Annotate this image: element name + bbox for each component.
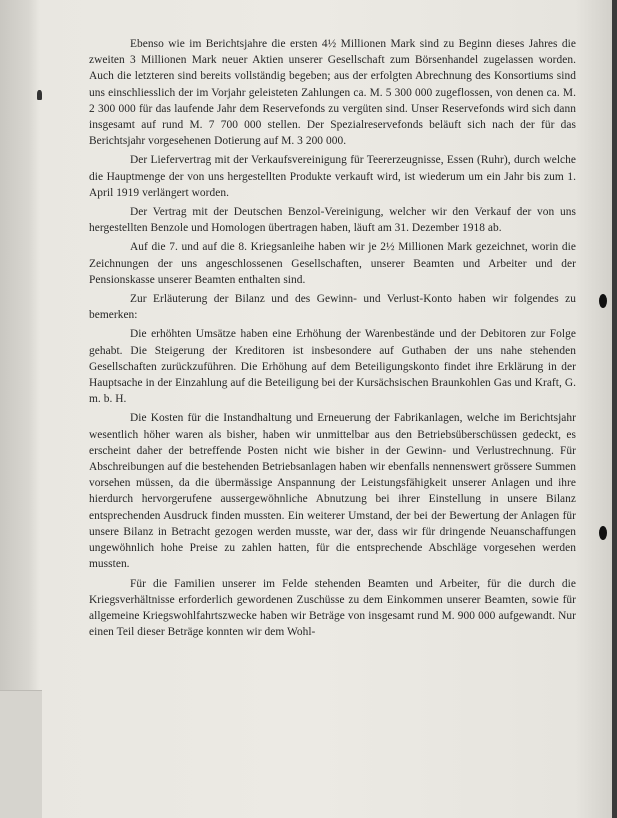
punch-hole-bottom [599,526,607,540]
paragraph-maintenance: Die Kosten für die Instandhaltung und Erneuerung der Fabrikanlagen, welche im Berichtsjahr wesentlich höher waren als bisher, haben wir unmittelbar aus den Betriebsüberschüssen gedeckt, es erscheint daher der betreffende Posten nicht wie bisher in der Gewinn- und Verlustrechnung. Für Abschreibungen auf die bestehenden Betriebsanlagen haben wir ebenfalls nennenswert grössere Summen vorsehen müssen, da die übermässige Anspannung der Leistungsfähigkeit unserer Anlagen und ihre hierdurch hervorgerufene aussergewöhnliche Abnutzung bei ihrer Einstellung in unsere Bilanz entsprechenden Ausdruck finden mussten. Ein weiterer Umstand, der bei der Bewertung der Anlagen für unsere Bilanz in Betracht gezogen werden musste, war der, dass wir für dringende Neuanschaffungen ungewöhnlich hohe Preise zu zahlen hatten, für die entsprechende Abschläge vorgesehen werden mussten. [89,412,576,571]
paragraph-shares: Ebenso wie im Berichtsjahre die ersten 4½ Millionen Mark sind zu Beginn dieses Jahres die zweiten 3 Millionen Mark neuer Aktien unserer Gesellschaft zum Börsenhandel zugelassen worden. Auch die letzteren sind bereits vollständig begeben; aus der erfolgten Abrechnung des Konsortiums sind uns einschliesslich der im Vorjahr geleisteten Zahlungen ca. M. 5 300 000 zugeflossen, von denen ca. M. 2 300 000 für das laufende Jahr dem Reservefonds zu vergüten sind. Unser Reservefonds wird sich dann insgesamt auf rund M. 7 700 000 stellen. Der Spezialreservefonds beläuft sich nach der für das Berichtsjahr vorgesehenen Dotierung auf M. 3 200 000. [89,38,576,148]
page-shadow [0,0,40,690]
scan-border [612,0,617,818]
margin-mark [37,90,42,100]
paragraph-welfare: Für die Familien unserer im Felde stehenden Beamten und Arbeiter, für die durch die Kriegsverhältnisse erforderlich gewordenen Zuschüsse zu dem Einkommen unserer Beamten, sowie für allgemeine Kriegswohlfahrtszwecke haben wir Beträge von insgesamt rund M. 900 000 aufgewandt. Nur einen Teil dieser Beträge konnten wir dem Wohl- [89,577,576,639]
paragraph-supply-contract: Der Liefervertrag mit der Verkaufsvereinigung für Teererzeugnisse, Essen (Ruhr), durch welche die Hauptmenge der von uns hergestellten Produkte verkauft wird, ist wiederum um ein Jahr bis zum 1. April 1919 verlängert worden. [89,154,576,199]
paragraph-balance-intro: Zur Erläuterung der Bilanz und des Gewinn- und Verlust-Konto haben wir folgendes zu bemerken: [89,293,576,322]
binding-edge [0,690,42,818]
paragraph-turnover: Die erhöhten Umsätze haben eine Erhöhung der Warenbestände und der Debitoren zur Folge gehabt. Die Steigerung der Kreditoren ist insbesondere auf Guthaben der uns nahe stehenden Gesellschaften zurückzuführen. Die Erhöhung auf dem Beteiligungskonto findet ihre Erklärung in der Hauptsache in der Einzahlung auf die Beteiligung bei der Kursächsischen Braunkohlen Gas und Kraft, G. m. b. H. [89,328,576,406]
punch-hole-top [599,294,607,308]
paragraph-war-loan: Auf die 7. und auf die 8. Kriegsanleihe haben wir je 2½ Millionen Mark gezeichnet, worin die Zeichnungen der uns angeschlossenen Gesellschaften, unserer Beamten und Arbeiter und der Pensionskasse unserer Beamten enthalten sind. [89,241,576,286]
document-body [89,30,576,643]
paragraph-benzol-contract: Der Vertrag mit der Deutschen Benzol-Vereinigung, welcher wir den Verkauf der von uns hergestellten Benzole und Homologen übertragen haben, läuft am 31. Dezember 1918 ab. [89,206,576,235]
